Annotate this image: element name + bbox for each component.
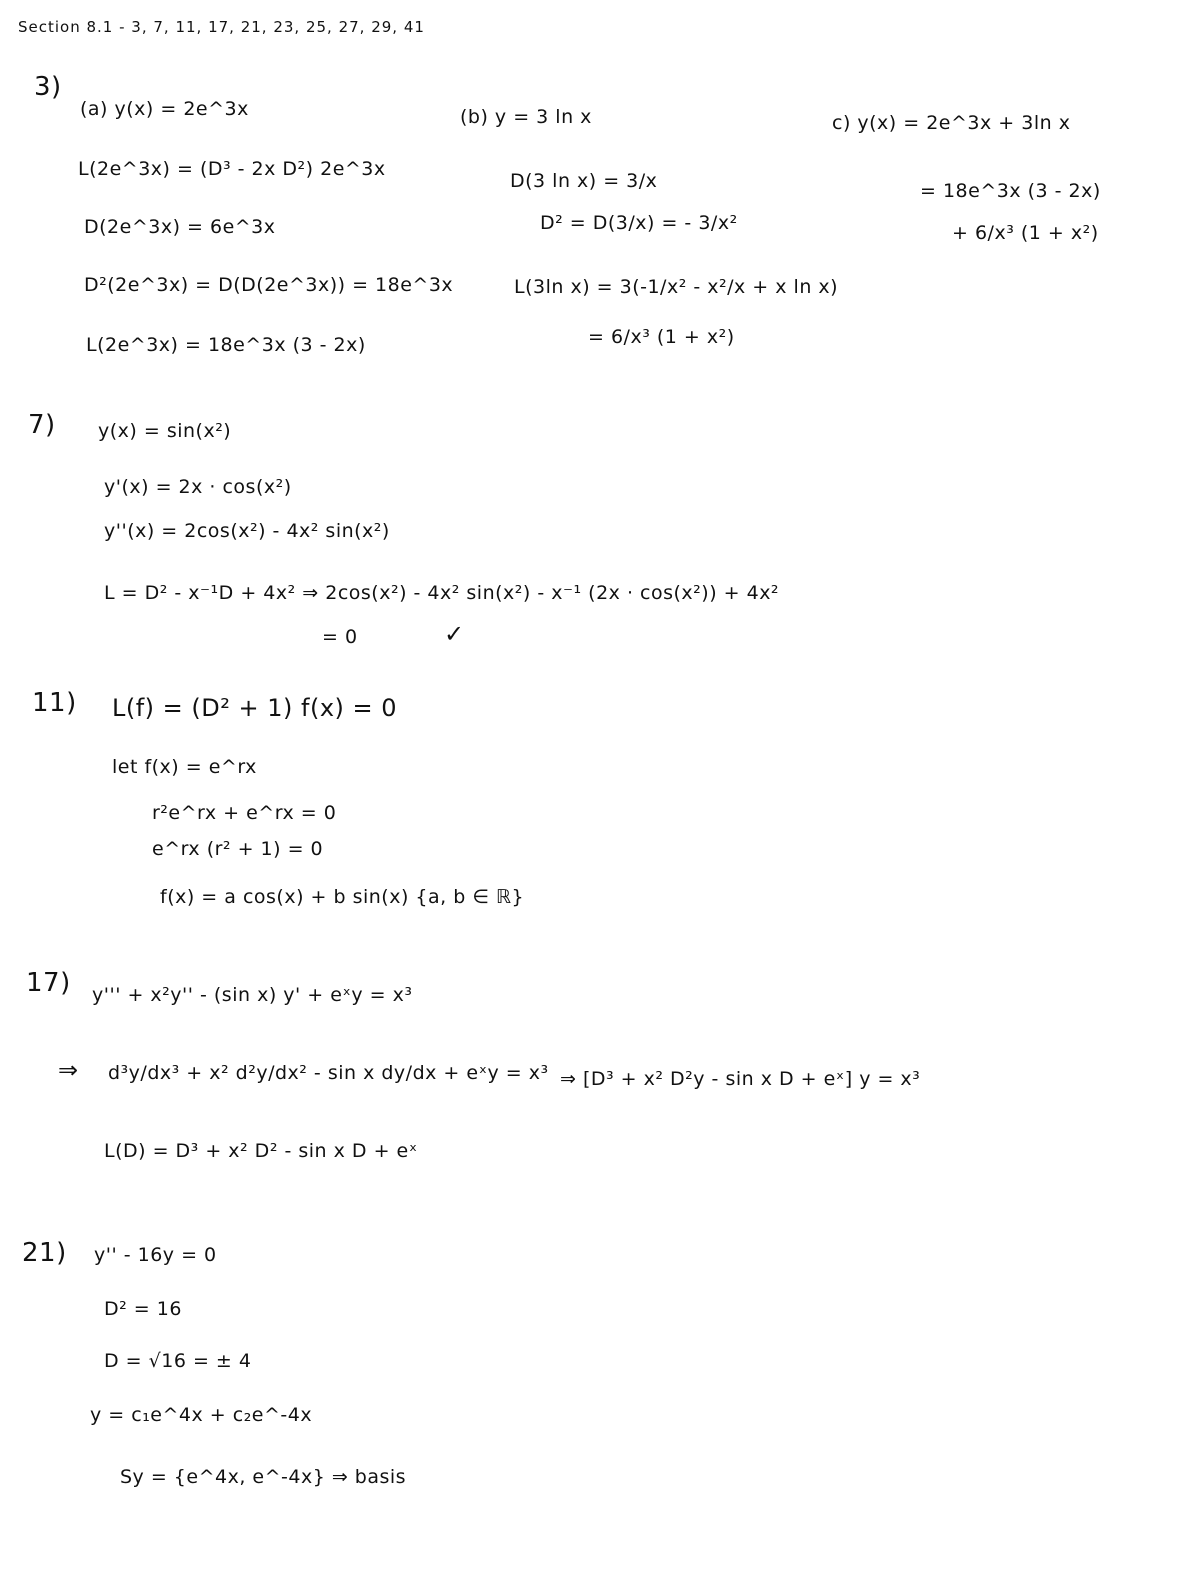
problem-7-line-4: L = D² - x⁻¹D + 4x² ⇒ 2cos(x²) - 4x² sin(x²) - x⁻¹ (2x · cos(x²)) + 4x² <box>104 582 780 604</box>
problem-11-line-4: e^rx (r² + 1) = 0 <box>152 838 324 860</box>
problem-3c-line-1: = 18e^3x (3 - 2x) <box>920 180 1101 202</box>
problem-21-line-4: y = c₁e^4x + c₂e^-4x <box>90 1404 313 1426</box>
problem-7-line-1: y(x) = sin(x²) <box>98 420 232 442</box>
problem-3c-title: c) y(x) = 2e^3x + 3ln x <box>832 112 1071 134</box>
problem-3b-line-3: L(3ln x) = 3(-1/x² - x²/x + x ln x) <box>514 276 839 298</box>
problem-11-line-3: r²e^rx + e^rx = 0 <box>152 802 337 824</box>
problem-11-line-1: L(f) = (D² + 1) f(x) = 0 <box>112 694 398 722</box>
section-header: Section 8.1 - 3, 7, 11, 17, 21, 23, 25, 27, 29, 41 <box>18 18 425 36</box>
problem-21-line-5: Sy = {e^4x, e^-4x} ⇒ basis <box>120 1466 407 1488</box>
problem-21-line-3: D = √16 = ± 4 <box>104 1350 252 1372</box>
problem-7-line-2: y'(x) = 2x · cos(x²) <box>104 476 292 498</box>
problem-3b-line-4: = 6/x³ (1 + x²) <box>588 326 735 348</box>
problem-7-number: 7) <box>28 410 56 440</box>
checkmark-icon: ✓ <box>444 620 465 648</box>
problem-21-line-1: y'' - 16y = 0 <box>94 1244 217 1266</box>
problem-11-line-5: f(x) = a cos(x) + b sin(x) {a, b ∈ ℝ} <box>160 886 525 908</box>
problem-3a-line-2: D(2e^3x) = 6e^3x <box>84 216 276 238</box>
problem-17-line-1: y''' + x²y'' - (sin x) y' + eˣy = x³ <box>92 984 413 1006</box>
problem-3a-title: (a) y(x) = 2e^3x <box>80 98 249 120</box>
problem-17-line-2b: ⇒ [D³ + x² D²y - sin x D + eˣ] y = x³ <box>560 1068 921 1090</box>
problem-3c-line-2: + 6/x³ (1 + x²) <box>952 222 1099 244</box>
problem-7-line-3: y''(x) = 2cos(x²) - 4x² sin(x²) <box>104 520 390 542</box>
problem-11-number: 11) <box>32 688 77 718</box>
problem-3b-line-2: D² = D(3/x) = - 3/x² <box>540 212 738 234</box>
problem-3-number: 3) <box>34 72 62 102</box>
problem-17-number: 17) <box>26 968 71 998</box>
problem-21-line-2: D² = 16 <box>104 1298 182 1320</box>
problem-17-line-2: d³y/dx³ + x² d²y/dx² - sin x dy/dx + eˣy = x³ <box>108 1062 549 1084</box>
problem-3b-title: (b) y = 3 ln x <box>460 106 592 128</box>
problem-17-line-3: L(D) = D³ + x² D² - sin x D + eˣ <box>104 1140 418 1162</box>
problem-3a-line-3: D²(2e^3x) = D(D(2e^3x)) = 18e^3x <box>84 274 454 296</box>
problem-7-line-5: = 0 <box>322 626 358 648</box>
implies-arrow-icon: ⇒ <box>58 1056 79 1084</box>
problem-21-number: 21) <box>22 1238 67 1268</box>
problem-3b-line-1: D(3 ln x) = 3/x <box>510 170 658 192</box>
problem-11-line-2: let f(x) = e^rx <box>112 756 257 778</box>
problem-3a-line-1: L(2e^3x) = (D³ - 2x D²) 2e^3x <box>78 158 386 180</box>
problem-3a-line-4: L(2e^3x) = 18e^3x (3 - 2x) <box>86 334 366 356</box>
